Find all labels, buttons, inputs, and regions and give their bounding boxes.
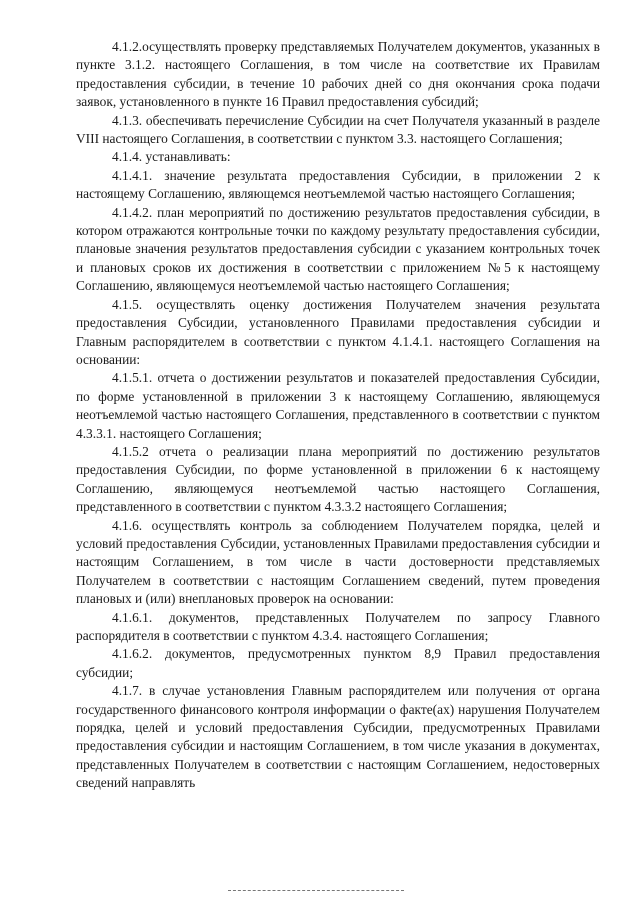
paragraph-4-1-2: 4.1.2.осуществлять проверку представляемых Получателем документов, указанных в пункте 3.1.2. настоящего Соглашения, в том числе на соответствие их Правилам предоставления субсидии, в течение 10 рабочих дней со дня окончания срока подачи заявок, установленного в пункте 16 Правил предоставления субсидий; bbox=[76, 39, 600, 110]
paragraph-4-1-7: 4.1.7. в случае установления Главным распорядителем или получения от органа государственного финансового контроля информации о факте(ах) нарушения Получателем порядка, целей и условий предоставления Субсидии, предусмотренных Правилами предоставления субсидии и настоящим Соглашением, в том числе указания в документах, представленных Получателем в соответствии с настоящим Соглашением, недостоверных сведений направлять bbox=[76, 683, 600, 791]
paragraph-4-1-4-1: 4.1.4.1. значение результата предоставления Субсидии, в приложении 2 к настоящему Соглашению, являющемся неотъемлемой частью настоящего Соглашения; bbox=[76, 167, 600, 202]
paragraph-4-1-4: 4.1.4. устанавливать: bbox=[112, 149, 231, 165]
paragraph-4-1-6-1: 4.1.6.1. документов, представленных Получателем по запросу Главного распорядителя в соответствии с пунктом 4.3.4. настоящего Соглашения; bbox=[76, 609, 600, 643]
paragraph-4-1-5: 4.1.5. осуществлять оценку достижения Получателем значения результата предоставления Субсидии, установленного Правилами предоставления субсидии и Главным распорядителем в соответствии с пунктом 4.1.4.1. настоящего Соглашения на основании: bbox=[76, 296, 600, 367]
footer-divider bbox=[228, 890, 404, 891]
paragraph-4-1-4-2: 4.1.4.2. план мероприятий по достижению результатов предоставления субсидии, в котором отражаются контрольные точки по каждому результату предоставления субсидии, плановые значения результатов предоставления субсидии с указанием контрольных точек и плановых сроков их достижения в соответствии с приложением №5 к настоящему Соглашению, являющемуся неотъемлемой частью настоящего Соглашения; bbox=[76, 204, 600, 294]
paragraph-4-1-6-2: 4.1.6.2. документов, предусмотренных пунктом 8,9 Правил предоставления субсидии; bbox=[76, 646, 600, 680]
paragraph-4-1-5-1: 4.1.5.1. отчета о достижении результатов и показателей предоставления Субсидии, по форме установленной в приложении 3 к настоящему Соглашению, являющемуся неотъемлемой частью настоящего Соглашения, представленного в соответствии с пунктом 4.3.3.1. настоящего Соглашения; bbox=[76, 370, 600, 441]
document-page bbox=[76, 38, 600, 793]
paragraph-4-1-5-2: 4.1.5.2 отчета о реализации плана мероприятий по достижению результатов предоставления Субсидии, по форме установленной в приложении 6 к настоящему Соглашению, являющемуся неотъемлемой частью настоящего Соглашения, представленного в соответствии с пунктом 4.3.3.2 настоящего Соглашения; bbox=[76, 443, 600, 515]
paragraph-4-1-3: 4.1.3. обеспечивать перечисление Субсидии на счет Получателя указанный в разделе VIII настоящего Соглашения, в соответствии с пунктом 3.3. настоящего Соглашения; bbox=[76, 112, 600, 147]
paragraph-4-1-6: 4.1.6. осуществлять контроль за соблюдением Получателем порядка, целей и условий предоставления Субсидии, установленных Правилами предоставления субсидии и настоящим Соглашением, в том числе в части достоверности представляемых Получателем в соответствии с настоящим Соглашением сведений, путем проведения плановых и (или) внеплановых проверок на основании: bbox=[76, 517, 600, 607]
